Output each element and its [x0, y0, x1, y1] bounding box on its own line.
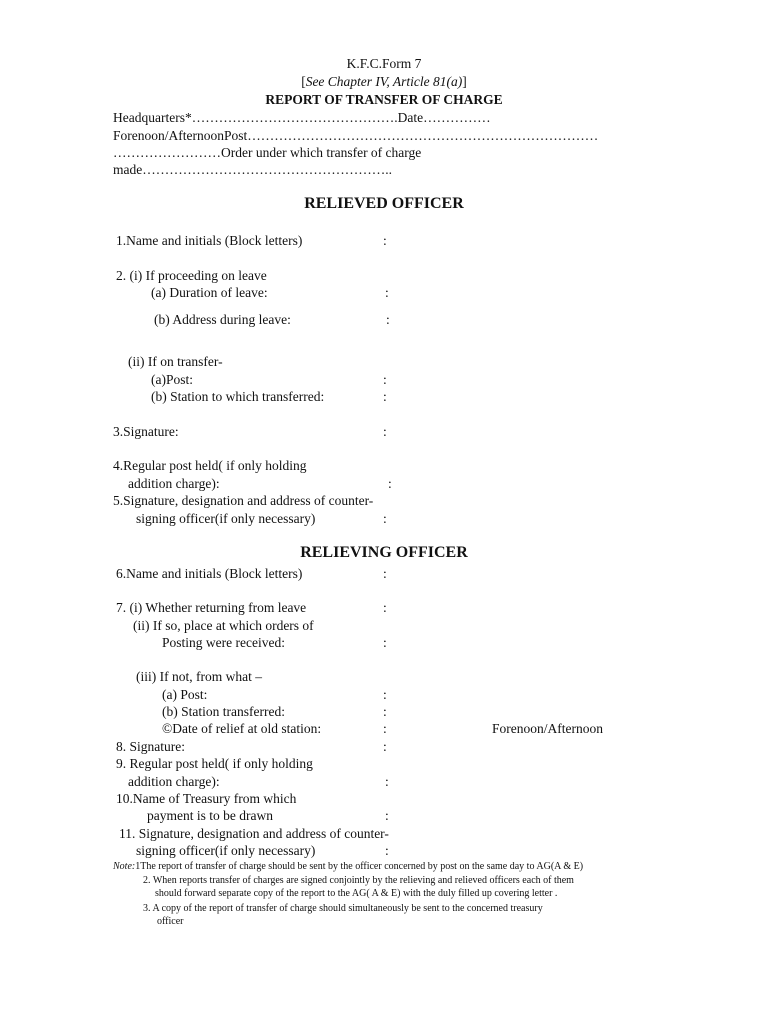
relieved-countersign-label: 5.Signature, designation and address of counter- [113, 493, 374, 508]
relieving-regular-post-label-cont: addition charge): [128, 774, 220, 789]
ref-text: See Chapter IV, Article 81(a) [305, 74, 463, 89]
leave-label: 2. (i) If proceeding on leave [116, 268, 267, 283]
relieving-countersign-label: 11. Signature, designation and address of counter- [119, 826, 389, 841]
transfer-label: (ii) If on transfer- [128, 354, 223, 369]
note-3: 3. A copy of the report of transfer of charge should simultaneously be sent to the concerned treasury [143, 903, 543, 914]
colon: : [383, 635, 387, 650]
chapter-reference [0, 74, 768, 90]
colon: : [383, 721, 387, 736]
colon: : [385, 808, 389, 823]
relieved-regular-post-label-cont: addition charge): [128, 476, 220, 491]
transfer-post-label: (a)Post: [151, 372, 193, 387]
colon: : [383, 739, 387, 754]
colon: : [383, 233, 387, 248]
colon: : [386, 312, 390, 327]
colon: : [385, 774, 389, 789]
treasury-label: 10.Name of Treasury from which [116, 791, 297, 806]
relieved-countersign-label-cont: signing officer(if only necessary) [136, 511, 316, 526]
colon: : [383, 424, 387, 439]
colon: : [383, 687, 387, 702]
relieved-officer-heading: RELIEVED OFFICER [304, 195, 464, 212]
relieving-countersign-label-cont: signing officer(if only necessary) [136, 843, 316, 858]
colon: : [388, 476, 392, 491]
order-line: ……………………Order under which transfer of charge [113, 145, 422, 160]
colon: : [385, 843, 389, 858]
colon: : [383, 600, 387, 615]
old-post-label: (a) Post: [162, 687, 208, 702]
note-3-cont: officer [157, 916, 184, 927]
relieving-officer-heading: RELIEVING OFFICER [300, 544, 468, 561]
made-line: made……………………………………………….. [113, 162, 392, 177]
place-orders-label-cont: Posting were received: [162, 635, 285, 650]
relieved-name-label: 1.Name and initials (Block letters) [116, 233, 303, 248]
note-2-cont: should forward separate copy of the report to the AG( A & E) with the duly filled up covering letter . [155, 888, 558, 899]
not-from-label: (iii) If not, from what – [136, 669, 262, 684]
treasury-label-cont: payment is to be drawn [147, 808, 273, 823]
note-1 [113, 861, 583, 873]
note-1-text: 1The report of transfer of charge should be sent by the officer concerned by post on the same day to AG(A & E) [135, 861, 584, 872]
relief-date-label: ©Date of relief at old station: [162, 721, 322, 736]
old-station-label: (b) Station transferred: [162, 704, 285, 719]
returning-label: 7. (i) Whether returning from leave [116, 600, 307, 615]
leave-duration-label: (a) Duration of leave: [151, 285, 268, 300]
form-title: REPORT OF TRANSFER OF CHARGE [265, 92, 503, 107]
relieved-regular-post-label: 4.Regular post held( if only holding [113, 458, 307, 473]
relieving-name-label: 6.Name and initials (Block letters) [116, 566, 303, 581]
note-2: 2. When reports transfer of charges are signed conjointly by the relieving and relieved officers each of them [143, 875, 574, 886]
form-number: K.F.C.Form 7 [346, 56, 422, 71]
ref-open: [ [301, 74, 306, 89]
colon: : [383, 372, 387, 387]
ref-close: ] [462, 74, 467, 89]
relieving-regular-post-label: 9. Regular post held( if only holding [116, 756, 313, 771]
forenoon-afternoon-label: Forenoon/Afternoon [492, 721, 603, 736]
headquarters-line: Headquarters*……………………………………….Date…………… [113, 110, 491, 125]
colon: : [385, 285, 389, 300]
colon: : [383, 704, 387, 719]
colon: : [383, 566, 387, 581]
transfer-station-label: (b) Station to which transferred: [151, 389, 325, 404]
colon: : [383, 511, 387, 526]
note-label: Note: [113, 861, 136, 872]
place-orders-label: (ii) If so, place at which orders of [133, 618, 314, 633]
post-line: Forenoon/AfternoonPost…………………………………………………………………… [113, 128, 599, 143]
colon: : [383, 389, 387, 404]
relieving-signature-label: 8. Signature: [116, 739, 185, 754]
leave-address-label: (b) Address during leave: [154, 312, 291, 327]
relieved-signature-label: 3.Signature: [113, 424, 179, 439]
